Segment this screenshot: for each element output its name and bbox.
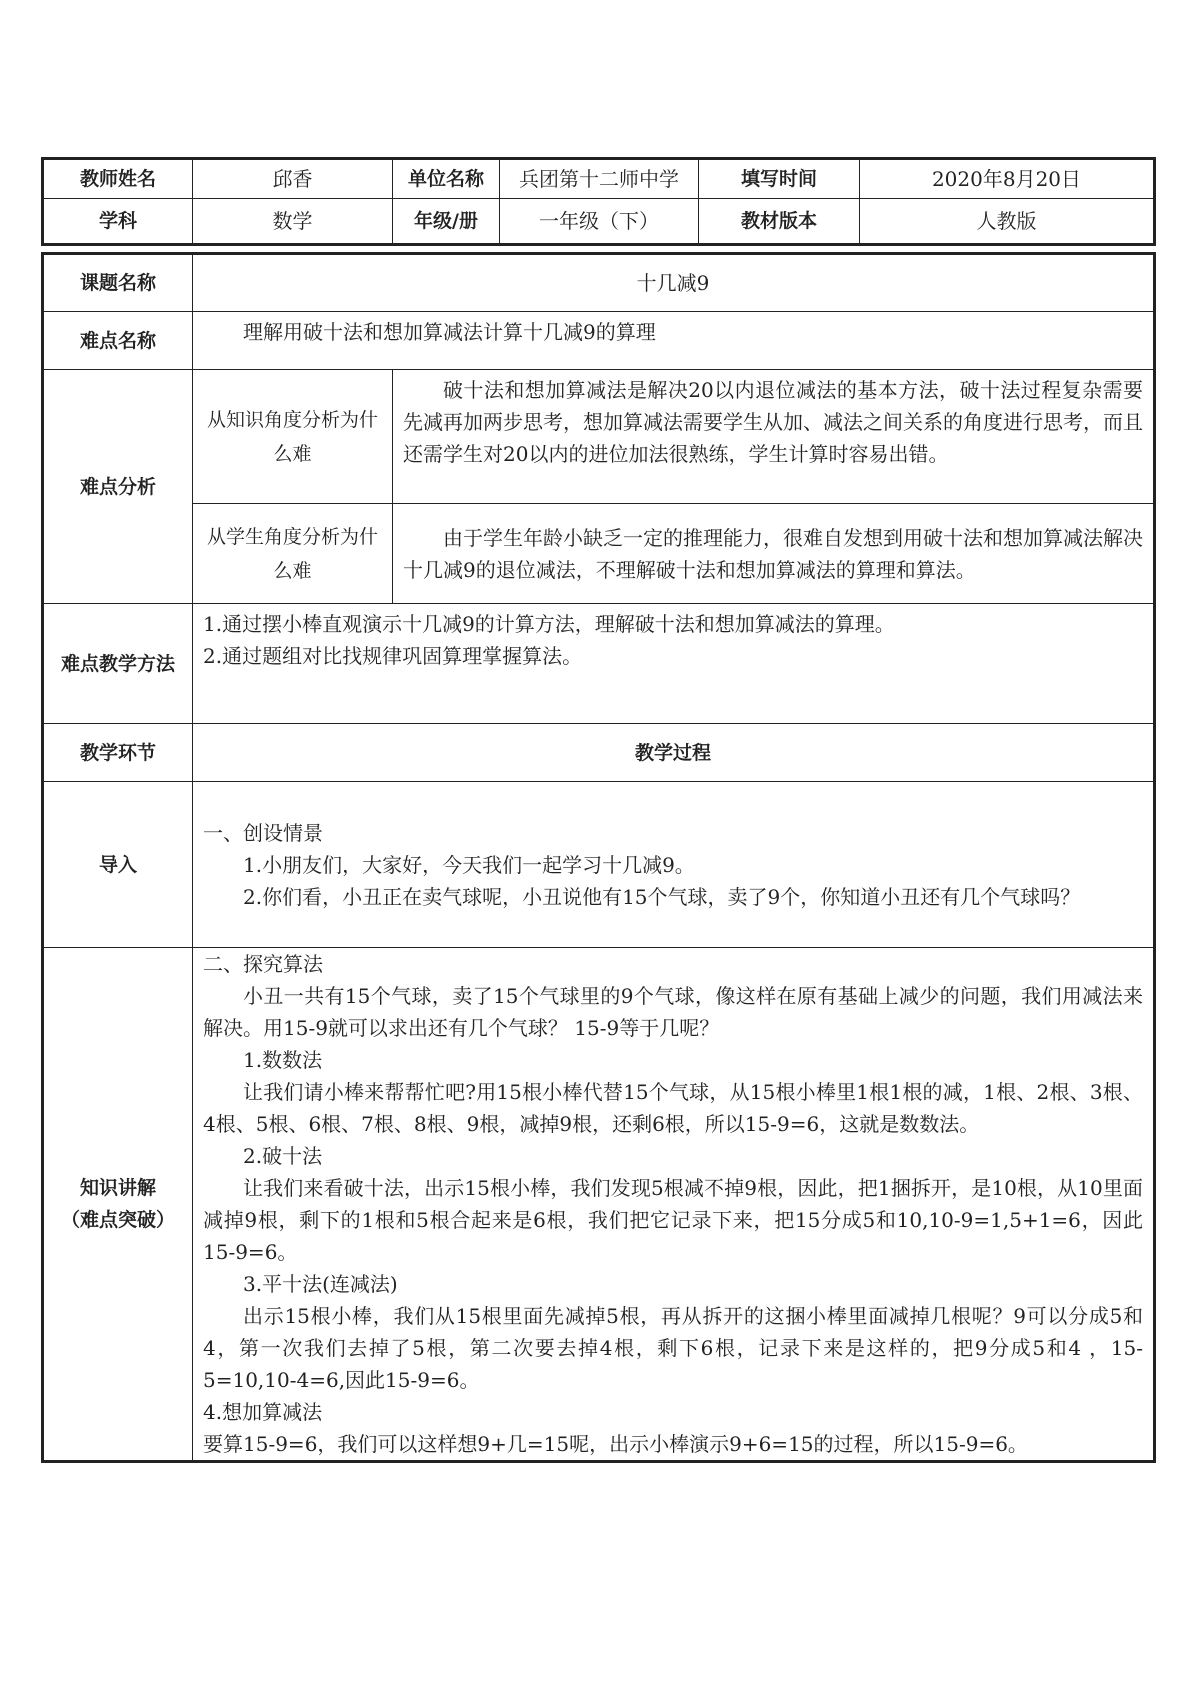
method-counting-text: 让我们请小棒来帮帮忙吧?用15根小棒代替15个气球，从15根小棒里1根1根的减，1根、2根、3根、4根、5根、6根、7根、8根、9根，减掉9根，还剩6根，所以15-9=6，这就是数数法。 — [203, 1080, 1144, 1136]
knowledge-title: 二、探究算法 — [203, 952, 323, 976]
intro-label: 导入 — [43, 782, 193, 948]
topic-value: 十几减9 — [193, 254, 1155, 312]
knowledge-content — [193, 948, 1155, 1462]
teacher-name-value: 邱香 — [193, 159, 393, 199]
knowledge-label-line-1: 知识讲解 — [79, 1177, 156, 1199]
method-level-ten-title: 3.平十法(连减法) — [243, 1272, 398, 1296]
fill-date-value: 2020年8月20日 — [860, 159, 1155, 199]
method-content — [193, 604, 1155, 724]
lesson-plan-sheet — [41, 157, 1153, 1463]
student-angle-label: 从学生角度分析为什么难 — [193, 504, 393, 604]
stage-header: 教学环节 — [43, 724, 193, 782]
method-counting-title: 1.数数法 — [243, 1048, 323, 1072]
method-break-ten-title: 2.破十法 — [243, 1144, 323, 1168]
knowledge-angle-text: 破十法和想加算减法是解决20以内退位减法的基本方法，破十法过程复杂需要先减再加两步思考，想加算减法需要学生从加、减法之间关系的角度进行思考，而且还需学生对20以内的进位加法很熟练，学生计算时容易出错。 — [393, 370, 1155, 504]
knowledge-angle-label: 从知识角度分析为什么难 — [193, 370, 393, 504]
student-angle-text: 由于学生年龄小缺乏一定的推理能力，很难自发想到用破十法和想加算减法解决十几减9的退位减法，不理解破十法和想加算减法的算理和算法。 — [393, 504, 1155, 604]
knowledge-intro-text: 小丑一共有15个气球，卖了15个气球里的9个气球，像这样在原有基础上减少的问题，我们用减法来解决。用15-9就可以求出还有几个气球？ 15-9等于几呢？ — [203, 984, 1144, 1040]
knowledge-label — [43, 948, 193, 1462]
main-table — [41, 252, 1156, 1463]
unit-name-label: 单位名称 — [393, 159, 500, 199]
grade-value: 一年级（下） — [500, 199, 699, 245]
intro-line-1: 1.小朋友们，大家好，今天我们一起学习十几减9。 — [243, 852, 695, 877]
difficulty-label: 难点名称 — [43, 312, 193, 370]
method-item-2: 2.通过题组对比找规律巩固算理掌握算法。 — [203, 644, 583, 668]
subject-value: 数学 — [193, 199, 393, 245]
intro-line-2: 2.你们看，小丑正在卖气球呢，小丑说他有15个气球，卖了9个，你知道小丑还有几个气球吗？ — [243, 884, 1081, 909]
method-label: 难点教学方法 — [43, 604, 193, 724]
header-table — [41, 157, 1156, 246]
subject-label: 学科 — [43, 199, 193, 245]
grade-label: 年级/册 — [393, 199, 500, 245]
knowledge-label-line-2: （难点突破） — [60, 1209, 175, 1231]
unit-name-value: 兵团第十二师中学 — [500, 159, 699, 199]
process-header: 教学过程 — [193, 724, 1155, 782]
edition-value: 人教版 — [860, 199, 1155, 245]
topic-label: 课题名称 — [43, 254, 193, 312]
method-level-ten-text: 出示15根小棒，我们从15根里面先减掉5根，再从拆开的这捆小棒里面减掉几根呢？9可以分成5和4，第一次我们去掉了5根，第二次要去掉4根，剩下6根，记录下来是这样的，把9分成5和4 ，15-5=10,10-4=6,因此15-9=6。 — [203, 1304, 1144, 1392]
intro-content — [193, 782, 1155, 948]
method-add-to-subtract-text: 要算15-9=6，我们可以这样想9+几=15呢，出示小棒演示9+6=15的过程，所以15-9=6。 — [203, 1432, 1028, 1456]
method-add-to-subtract-title: 4.想加算减法 — [203, 1400, 323, 1424]
difficulty-value: 理解用破十法和想加算减法计算十几减9的算理 — [193, 312, 1155, 370]
method-break-ten-text: 让我们来看破十法，出示15根小棒，我们发现5根减不掉9根，因此，把1捆拆开，是10根，从10里面减掉9根，剩下的1根和5根合起来是6根，我们把它记录下来，把15分成5和10,10-9=1,5+1=6，因此15-9=6。 — [203, 1176, 1144, 1264]
edition-label: 教材版本 — [699, 199, 860, 245]
analysis-label: 难点分析 — [43, 370, 193, 604]
intro-title: 一、创设情景 — [203, 820, 323, 845]
fill-date-label: 填写时间 — [699, 159, 860, 199]
method-item-1: 1.通过摆小棒直观演示十几减9的计算方法，理解破十法和想加算减法的算理。 — [203, 612, 895, 636]
teacher-name-label: 教师姓名 — [43, 159, 193, 199]
